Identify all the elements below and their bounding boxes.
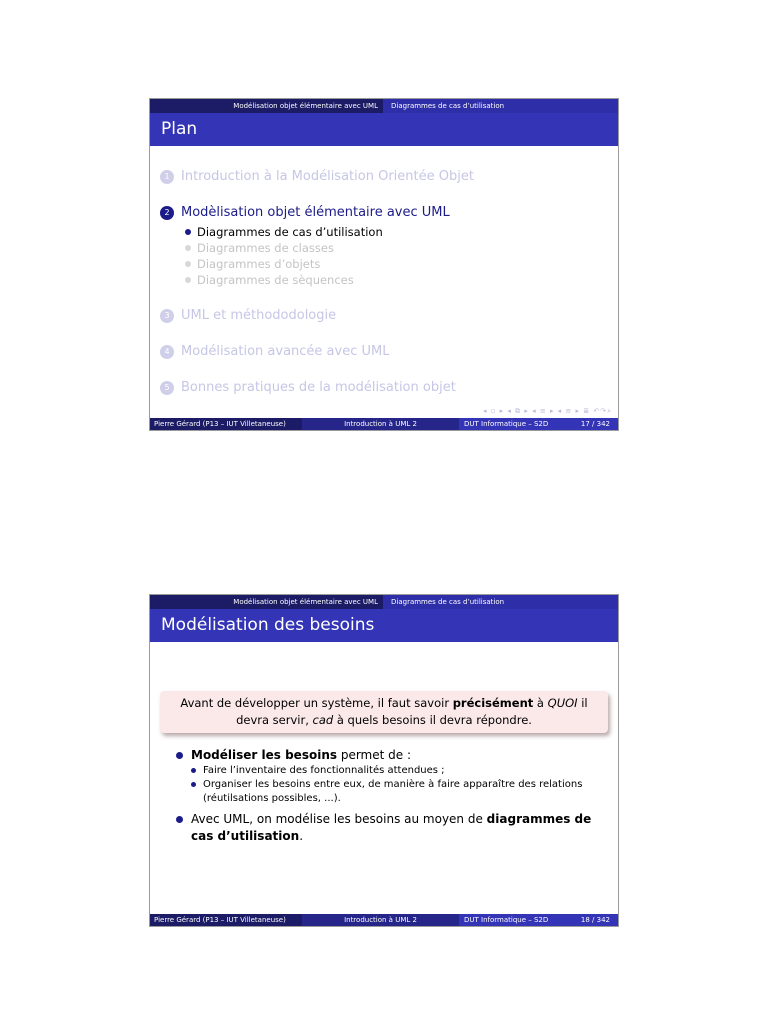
list-item [176,811,612,845]
toc-subsections [185,224,610,288]
toc-subsection[interactable] [185,256,610,272]
frame-title: Modélisation des besoins [150,609,618,642]
toc-section-2[interactable] [160,205,610,220]
bullet-icon [185,277,191,283]
sub-item-text: Faire l’inventaire des fonctionnalités attendues ; [203,765,445,776]
footer-page-number: 18 / 342 [580,916,610,924]
bullet-icon [176,752,183,759]
footline [150,418,618,430]
alert-text: il [577,696,588,710]
headline-subsection: Diagrammes de cas d’utilisation [383,99,618,113]
toc-subsection-label: Diagrammes de sèquences [197,273,354,287]
footer-author: Pierre Gérard (P13 – IUT Villetaneuse) [150,418,302,430]
slide-plan [149,98,619,431]
list-item [176,747,612,764]
headline-section: Modélisation objet élémentaire avec UML [150,99,383,113]
footer-course-block [459,418,618,430]
footline [150,914,618,926]
alert-bold-text: précisément [452,696,534,710]
bullet-icon [185,229,191,235]
footer-page-number: 17 / 342 [580,420,610,428]
section-number-ball: 4 [160,345,174,359]
item-text: Avec UML, on modélise les besoins au moyen de [191,812,487,826]
section-number-ball: 1 [160,170,174,184]
toc-subsection-label: Diagrammes d’objets [197,257,321,271]
slide-besoins [149,594,619,927]
footer-course: DUT Informatique – S2D [464,916,549,924]
alert-text: Avant de développer un système, il faut savoir [180,696,453,710]
alert-line-1 [160,695,608,712]
footer-course: DUT Informatique – S2D [464,420,549,428]
toc-section-label: Modèlisation objet élémentaire avec UML [181,205,450,220]
toc-section-4[interactable] [160,344,610,359]
headline-subsection: Diagrammes de cas d’utilisation [383,595,618,609]
item-bold-text: Modéliser les besoins [191,748,338,762]
sub-bullet-icon [191,768,196,773]
alert-text: à quels besoins il devra répondre. [333,713,532,727]
bullet-icon [176,816,183,823]
item-text: permet de : [337,748,412,762]
footer-course-block [459,914,618,926]
toc-section-5[interactable] [160,380,610,395]
section-number-ball: 3 [160,309,174,323]
frame-title: Plan [150,113,618,146]
toc-subsection[interactable] [185,240,610,256]
headline-section: Modélisation objet élémentaire avec UML [150,595,383,609]
toc-subsection-current[interactable] [185,224,610,240]
footer-title: Introduction à UML 2 [302,914,459,926]
section-number-ball: 5 [160,381,174,395]
alert-line-2 [160,712,608,729]
toc-subsection-label: Diagrammes de classes [197,241,334,255]
item-bold-text: diagrammes de cas d’utilisation [191,812,592,843]
toc-section-label: Modélisation avancée avec UML [181,344,390,359]
toc-section-label: Introduction à la Modélisation Orientée Objet [181,169,474,184]
alert-italic-text: cad [312,713,334,727]
sub-list-item [176,778,612,806]
sub-list-item [176,764,612,778]
toc-section-1[interactable] [160,169,610,184]
bullet-list [176,747,612,845]
sub-item-text: Organiser les besoins entre eux, de manière à faire apparaître des relations (réutilsations possibles, ...). [203,779,583,804]
footer-author: Pierre Gérard (P13 – IUT Villetaneuse) [150,914,302,926]
section-number-ball: 2 [160,206,174,220]
alert-text: à [533,696,548,710]
item-text: . [299,829,304,843]
alert-italic-text: QUOI [547,696,578,710]
bullet-icon [185,245,191,251]
footer-title: Introduction à UML 2 [302,418,459,430]
bullet-icon [185,261,191,267]
headline [150,99,618,113]
alert-block [160,691,608,733]
toc-section-label: UML et méthododologie [181,308,337,323]
toc-subsection-label: Diagrammes de cas d’utilisation [197,225,383,239]
headline [150,595,618,609]
toc-section-3[interactable] [160,308,610,323]
alert-text: devra servir, [236,713,313,727]
toc-subsection[interactable] [185,272,610,288]
toc-section-label: Bonnes pratiques de la modélisation objet [181,380,456,395]
table-of-contents [160,169,610,416]
sub-bullet-icon [191,782,196,787]
navigation-symbols-icon[interactable]: ◂ ▫ ▸ ◂ ⧉ ▸ ◂ ≡ ▸ ◂ ≡ ▸ ≣ ↶↷⌕ [482,407,612,415]
